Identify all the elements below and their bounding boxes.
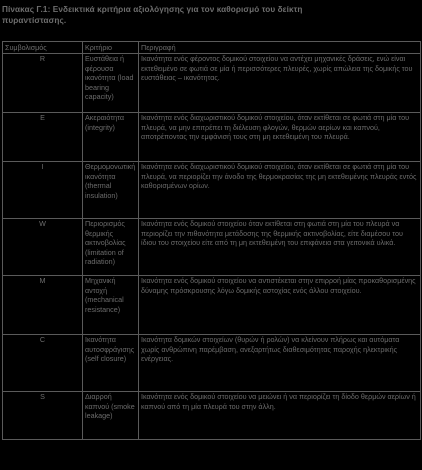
row-description: Ικανότητα ενός διαχωριστικού δομικού στοιχείου, όταν εκτίθεται σε φωτιά στη μία του πλευρά, να μην επιτρέπει τη διέλευση φλογών, θερμών αερίων και καπνού, αποτρέποντας την εμφάνισή τους στη μη εκτεθειμένη του πλευρά. [139, 113, 421, 162]
row-symbol: W [3, 219, 83, 276]
row-description: Ικανότητα ενός δομικού στοιχείου να μειώνει ή να περιορίζει τη δίοδο θερμών αερίων ή καπνού από τη μία πλευρά του στην άλλη. [139, 392, 421, 440]
row-criterion: Περιορισμός θερμικής ακτινοβολίας (limitation of radiation) [83, 219, 139, 276]
header-description: Περιγραφή [139, 42, 421, 54]
row-symbol: C [3, 335, 83, 392]
table-caption [2, 4, 420, 26]
table-row [3, 335, 421, 392]
row-description: Ικανότητα δομικών στοιχείων (θυρών ή ρολών) να κλείνουν πλήρως και αυτόματα χωρίς ανθρώπινη παρέμβαση, ανεξαρτήτως διαθεσιμότητας παροχής ηλεκτρικής ενέργειας. [139, 335, 421, 392]
row-description: Ικανότητα ενός φέροντος δομικού στοιχείου να αντέχει μηχανικές δράσεις, ενώ είναι εκτεθειμένο σε φωτιά σε μία ή περισσότερες πλευρές, χωρίς απώλεια της δομικής του ευστάθειας – ικανότητας. [139, 54, 421, 113]
row-criterion: Ικανότητα αυτοσφράγισης (self closure) [83, 335, 139, 392]
header-criterion: Κριτήριο [83, 42, 139, 54]
row-description: Ικανότητα ενός δομικού στοιχείου να αντιστέκεται στην επιρροή μίας προκαθορισμένης δύναμης πρόσκρουσης λόγω δομικής αστοχίας ενός άλλου στοιχείου. [139, 276, 421, 335]
table-row [3, 219, 421, 276]
caption-line-2: πυραντίστασης. [2, 16, 67, 25]
row-description: Ικανότητα ενός διαχωριστικού δομικού στοιχείου, όταν εκτίθεται σε φωτιά στη μία του πλευρά, να περιορίζει την άνοδο της θερμοκρασίας της μη εκτεθειμένης πλευράς εντός καθορισμένων ορίων. [139, 162, 421, 219]
row-symbol: R [3, 54, 83, 113]
row-description: Ικανότητα ενός δομικού στοιχείου όταν εκτίθεται στη φωτιά στη μία του πλευρά να περιορίζει την πιθανότητα μετάδοσης της θερμικής ακτινοβολίας, είτε διαμέσου του ίδιου του στοιχείου είτε από τη μη εκτεθειμένη του επιφάνεια στα γειτονικά υλικά. [139, 219, 421, 276]
table-row [3, 276, 421, 335]
row-criterion: Ευστάθεια ή φέρουσα ικανότητα (load bearing capacity) [83, 54, 139, 113]
row-symbol: E [3, 113, 83, 162]
row-criterion: Μηχανική αντοχή (mechanical resistance) [83, 276, 139, 335]
table-header-row [3, 42, 421, 54]
row-symbol: M [3, 276, 83, 335]
table-row [3, 113, 421, 162]
row-criterion: Ακεραιότητα (integrity) [83, 113, 139, 162]
row-symbol: I [3, 162, 83, 219]
table-row [3, 392, 421, 440]
table-row [3, 54, 421, 113]
row-criterion: Θερμομονωτική ικανότητα (thermal insulation) [83, 162, 139, 219]
row-symbol: S [3, 392, 83, 440]
table-row [3, 162, 421, 219]
caption-line-1: Πίνακας Γ.1: Ενδεικτικά κριτήρια αξιολόγησης για τον καθορισμό του δείκτη [2, 5, 303, 14]
fire-resistance-criteria-table [2, 41, 421, 440]
row-criterion: Διαρροή καπνού (smoke leakage) [83, 392, 139, 440]
header-symbol: Συμβολισμός [3, 42, 83, 54]
